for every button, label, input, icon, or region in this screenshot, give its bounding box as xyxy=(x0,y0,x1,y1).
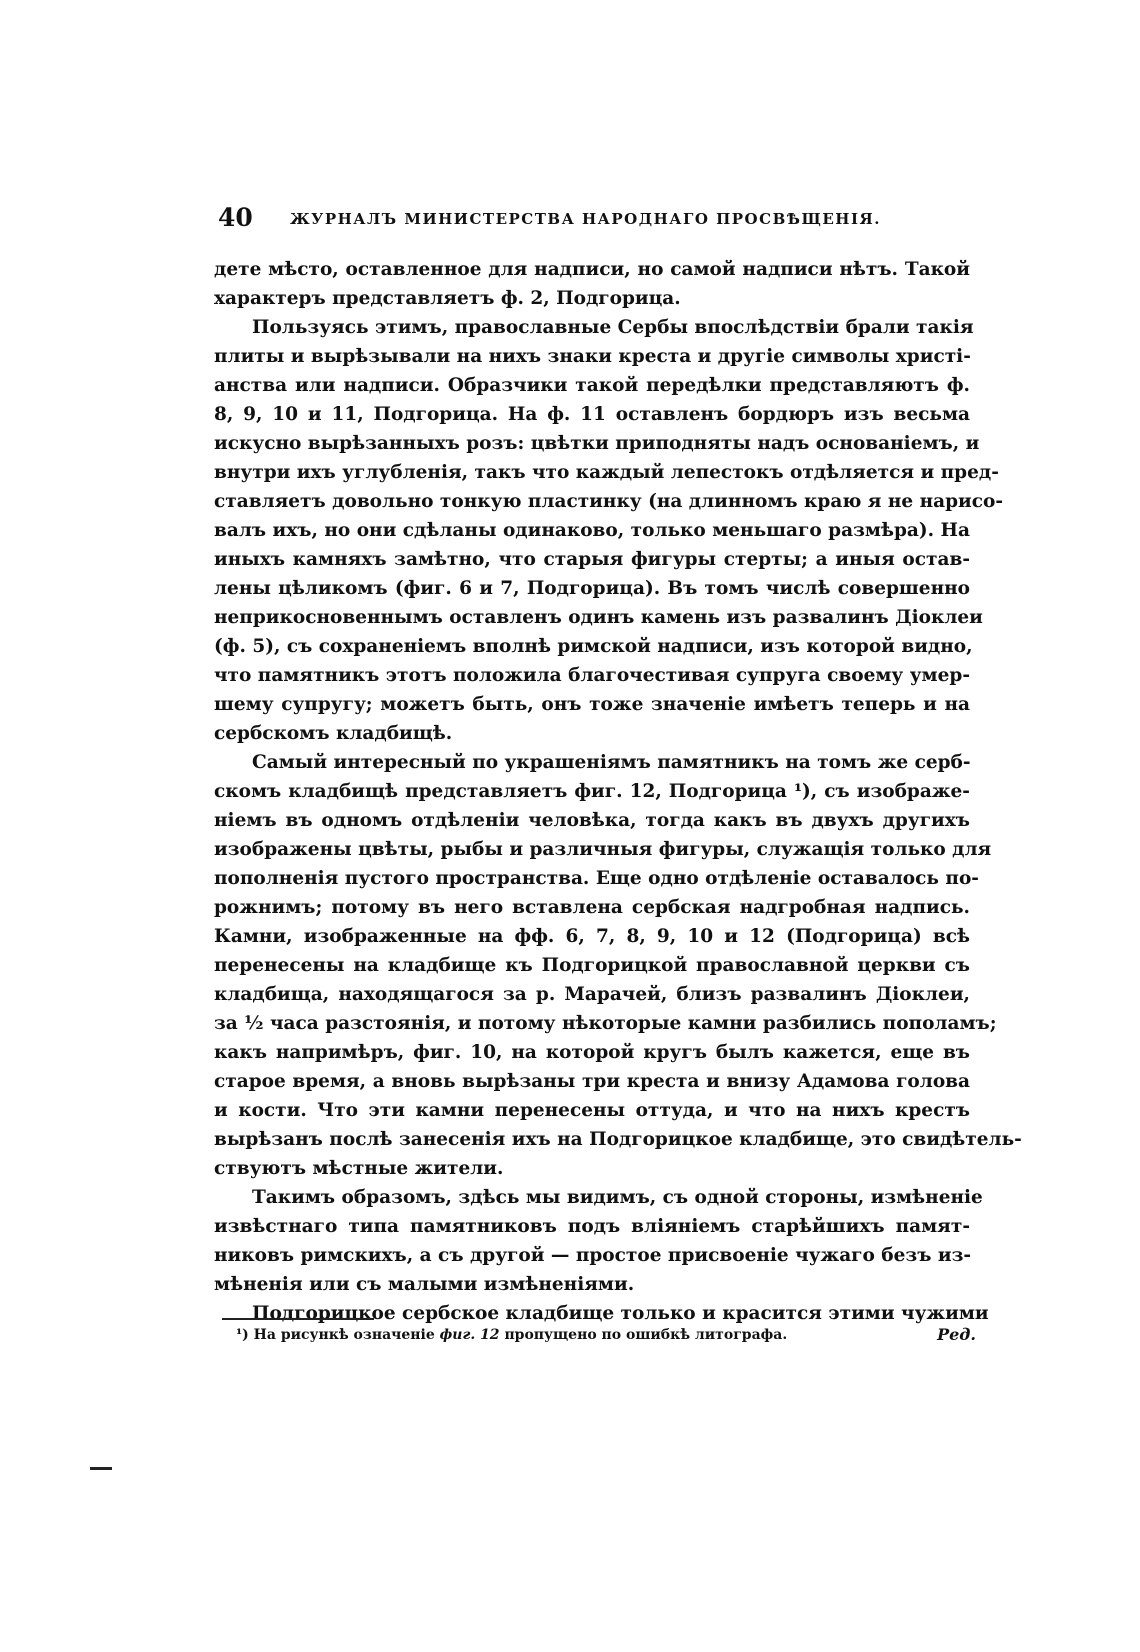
text-line: неприкосновеннымъ оставленъ одинъ камень изъ развалинъ Діоклеи xyxy=(214,607,983,628)
footnote-text-end: пропущено по ошибкѣ литографа. xyxy=(504,1327,788,1343)
text-line: Самый интересный по украшеніямъ памятникъ на томъ же серб- xyxy=(252,752,971,773)
text-line: кладбища, находящагося за р. Марачей, близъ развалинъ Діоклеи, xyxy=(214,984,970,1005)
text-line: мѣненія или съ малыми измѣненіями. xyxy=(214,1274,635,1295)
text-line: ствуютъ мѣстные жители. xyxy=(214,1158,504,1179)
text-line: анства или надписи. Образчики такой передѣлки представляютъ ф. xyxy=(214,375,970,396)
text-line: плиты и вырѣзывали на нихъ знаки креста и другіе символы христі- xyxy=(214,346,971,367)
running-title: ЖУРНАЛЪ МИНИСТЕРСТВА НАРОДНАГО ПРОСВѢЩЕНІЯ. xyxy=(290,210,881,228)
text-line: никовъ римскихъ, а съ другой — простое присвоеніе чужаго безъ из- xyxy=(214,1245,972,1266)
text-line: Камни, изображенные на фф. 6, 7, 8, 9, 10 и 12 (Подгорица) всѣ xyxy=(214,926,970,947)
text-line: старое время, а вновь вырѣзаны три креста и внизу Адамова голова xyxy=(214,1071,970,1092)
text-line: рожнимъ; потому въ него вставлена сербская надгробная надпись. xyxy=(214,897,970,918)
text-line: характеръ представляетъ ф. 2, Подгорица. xyxy=(214,288,681,309)
text-line: за ½ часа разстоянія, и потому нѣкоторые камни разбились пополамъ; xyxy=(214,1013,997,1034)
text-line: лены цѣликомъ (фиг. 6 и 7, Подгорица). Въ томъ числѣ совершенно xyxy=(214,578,970,599)
footnote-signature: Ред. xyxy=(937,1325,976,1344)
margin-mark xyxy=(90,1467,112,1470)
text-line: ставляетъ довольно тонкую пластинку (на длинномъ краю я не нарисо- xyxy=(214,491,1004,512)
page-header xyxy=(218,203,978,239)
text-line: Пользуясь этимъ, православные Сербы впослѣдствіи брали такія xyxy=(252,317,974,338)
footnote-figure-ref: фиг. 12 xyxy=(439,1327,500,1343)
footnote xyxy=(236,1320,976,1350)
text-line: сербскомъ кладбищѣ. xyxy=(214,723,453,744)
footnote-marker: ¹) xyxy=(236,1327,249,1343)
text-line: Подгорицкое сербское кладбище только и красится этими чужими xyxy=(252,1303,989,1324)
text-line: пополненія пустого пространства. Еще одно отдѣленіе оставалось по- xyxy=(214,868,979,889)
footnote-reference: ¹), съ изображе- xyxy=(793,781,970,802)
footnote-text: На рисункѣ означеніе xyxy=(253,1327,435,1343)
text-line: перенесены на кладбище къ Подгорицкой православной церкви съ xyxy=(214,955,970,976)
text-line: внутри ихъ углубленія, такъ что каждый лепестокъ отдѣляется и пред- xyxy=(214,462,999,483)
text-line: Такимъ образомъ, здѣсь мы видимъ, съ одной стороны, измѣненіе xyxy=(252,1187,983,1208)
text-line: вырѣзанъ послѣ занесенія ихъ на Подгорицкое кладбище, это свидѣтель- xyxy=(214,1129,1022,1150)
text-line xyxy=(214,777,970,806)
body-text xyxy=(214,255,1022,1328)
page-number: 40 xyxy=(218,203,253,232)
text-line: искусно вырѣзанныхъ розъ: цвѣтки приподняты надъ основаніемъ, и xyxy=(214,433,980,454)
text-line: шему супругу; можетъ быть, онъ тоже значеніе имѣетъ теперь и на xyxy=(214,694,970,715)
text-fragment: скомъ кладбищѣ представляетъ фиг. 12, Подгорица xyxy=(214,781,787,802)
text-line: и кости. Что эти камни перенесены оттуда, и что на нихъ крестъ xyxy=(214,1100,970,1121)
text-line: валъ ихъ, но они сдѣланы одинаково, только меньшаго размѣра). На xyxy=(214,520,970,541)
text-line: какъ напримѣръ, фиг. 10, на которой кругъ былъ кажется, еще въ xyxy=(214,1042,970,1063)
text-line: ніемъ въ одномъ отдѣленіи человѣка, тогда какъ въ двухъ другихъ xyxy=(214,810,970,831)
text-line: иныхъ камняхъ замѣтно, что старыя фигуры стерты; а иныя остав- xyxy=(214,549,970,570)
text-line: дете мѣсто, оставленное для надписи, но самой надписи нѣтъ. Такой xyxy=(214,259,970,280)
text-line: что памятникъ этотъ положила благочестивая супруга своему умер- xyxy=(214,665,970,686)
text-line: 8, 9, 10 и 11, Подгорица. На ф. 11 оставленъ бордюръ изъ весьма xyxy=(214,404,970,425)
text-line: извѣстнаго типа памятниковъ подъ вліяніемъ старѣйшихъ памят- xyxy=(214,1216,970,1237)
text-line: (ф. 5), съ сохраненіемъ вполнѣ римской надписи, изъ которой видно, xyxy=(214,636,973,657)
text-line: изображены цвѣты, рыбы и различныя фигуры, служащія только для xyxy=(214,839,992,860)
